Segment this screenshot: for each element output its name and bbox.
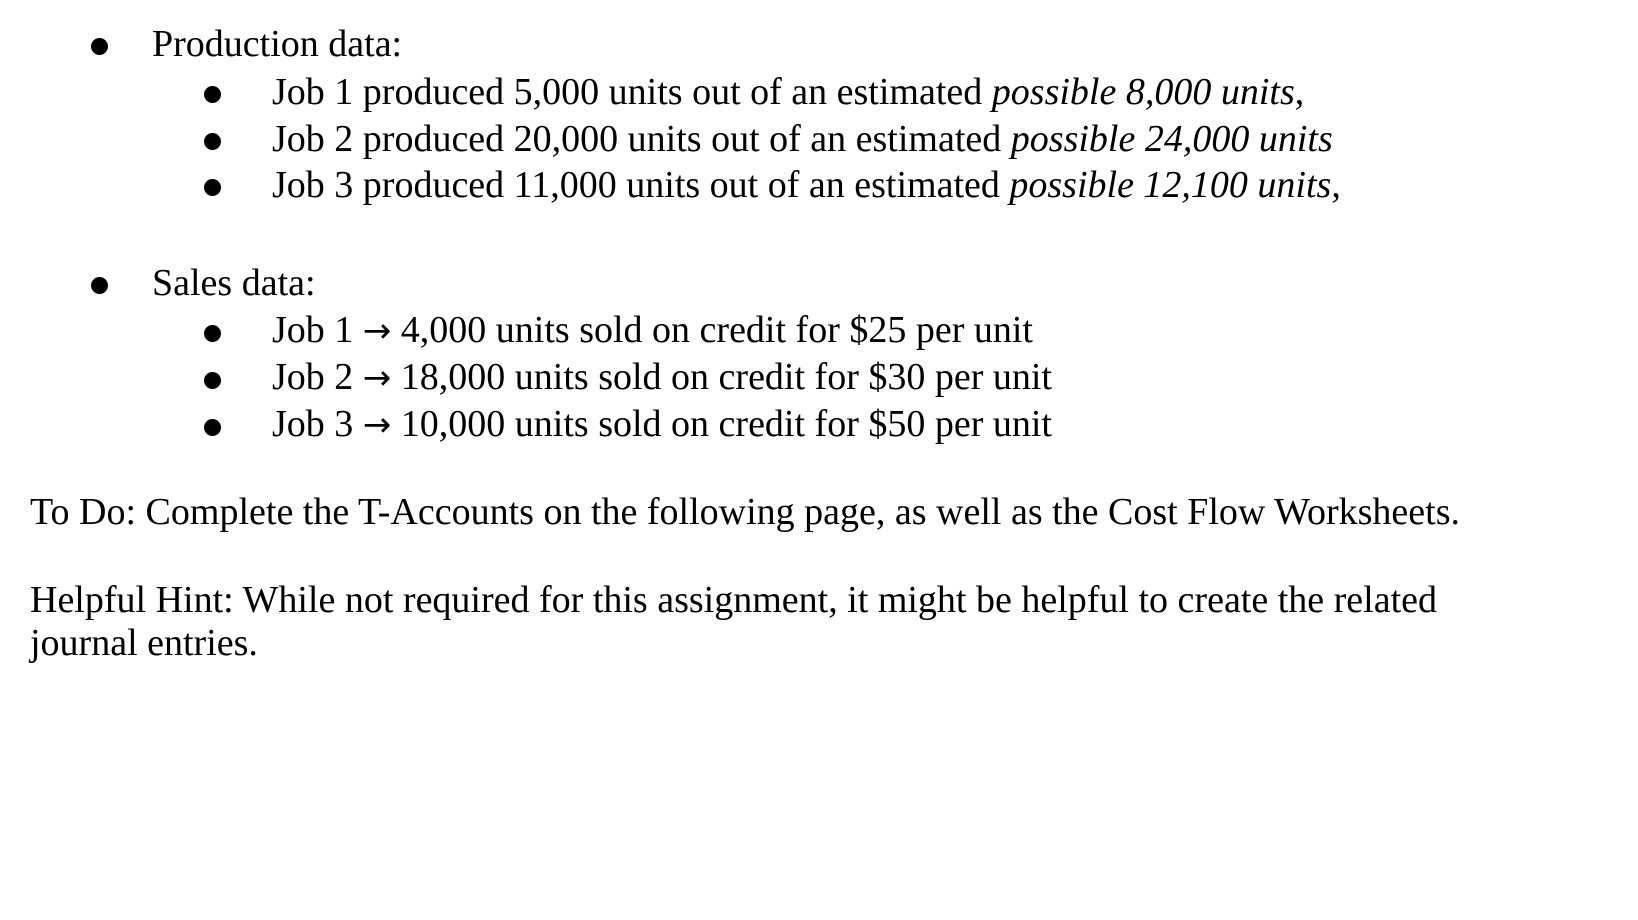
sales-item-2: Job 2 → 18,000 units sold on credit for $30 per unit bbox=[272, 356, 1052, 398]
bullet-production-item-3 bbox=[204, 179, 221, 196]
bullet-sales bbox=[91, 277, 108, 294]
production-heading: Production data: bbox=[152, 23, 403, 65]
sales-item-3: Job 3 → 10,000 units sold on credit for $50 per unit bbox=[272, 403, 1052, 445]
hint-line-2: journal entries. bbox=[30, 622, 258, 664]
bullet-production bbox=[91, 38, 108, 55]
production-item-3: Job 3 produced 11,000 units out of an estimated possible 12,100 units, bbox=[272, 164, 1341, 206]
production-item-2: Job 2 produced 20,000 units out of an estimated possible 24,000 units bbox=[272, 118, 1333, 160]
production-item-1: Job 1 produced 5,000 units out of an estimated possible 8,000 units, bbox=[272, 71, 1305, 113]
bullet-sales-item-1 bbox=[204, 325, 221, 342]
bullet-sales-item-3 bbox=[204, 419, 221, 436]
right-arrow-icon: → bbox=[362, 358, 392, 398]
right-arrow-icon: → bbox=[362, 405, 392, 445]
right-arrow-icon: → bbox=[362, 311, 392, 351]
sales-item-1: Job 1 → 4,000 units sold on credit for $25 per unit bbox=[272, 309, 1033, 351]
bullet-production-item-1 bbox=[204, 86, 221, 103]
hint-line-1: Helpful Hint: While not required for this assignment, it might be helpful to create the related bbox=[30, 579, 1438, 621]
sales-heading: Sales data: bbox=[152, 262, 316, 304]
todo-paragraph: To Do: Complete the T-Accounts on the following page, as well as the Cost Flow Worksheets. bbox=[30, 491, 1461, 533]
bullet-production-item-2 bbox=[204, 133, 221, 150]
bullet-sales-item-2 bbox=[204, 372, 221, 389]
